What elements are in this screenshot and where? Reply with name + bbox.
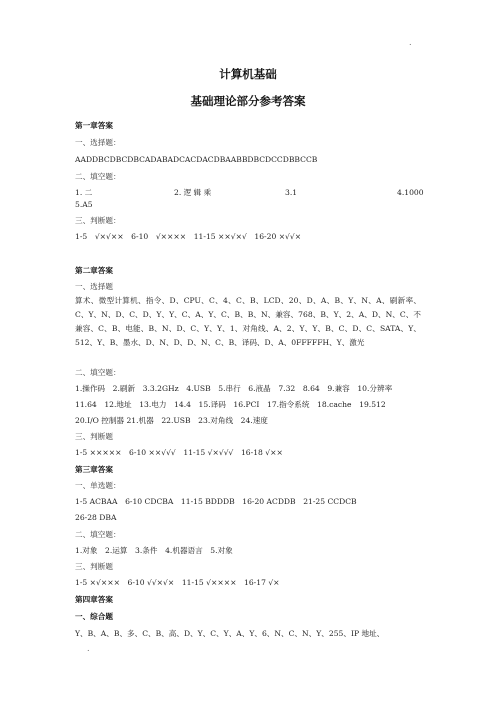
chapter-3-fill-answers: 1.对象 2.运算 3.条件 4.机器语言 5.对象 bbox=[75, 546, 233, 555]
page-subtitle: 基础理论部分参考答案 bbox=[190, 94, 306, 108]
chapter-3-heading: 第三章答案 bbox=[75, 465, 113, 474]
chapter-3-judge-answers: 1-5 ×√××× 6-10 √√×√× 11-15 √×××× 16-17 √× bbox=[75, 578, 280, 587]
fill-answer-4: 4.1000 bbox=[397, 188, 424, 197]
chapter-4-comp-label: 一、综合题 bbox=[75, 612, 113, 621]
chapter-4-heading: 第四章答案 bbox=[75, 595, 113, 604]
footer-dot: . bbox=[87, 644, 90, 653]
fill-answer-1: 1. 二 bbox=[75, 188, 93, 197]
fill-answer-2: 2. 逻 辑 乘 bbox=[174, 188, 212, 197]
chapter-1-judge-answers: 1-5 √×√×× 6-10 √×××× 11-15 ××√×√ 16-20 ×√√× bbox=[75, 232, 302, 241]
chapter-3-choice-line-1: 1-5 ACBAA 6-10 CDCBA 11-15 BDDDB 16-20 ACDDB 21-25 CCDCB bbox=[75, 497, 357, 506]
chapter-1-heading: 第一章答案 bbox=[75, 121, 113, 130]
chapter-1-choice-answers: AADDBCDBCDBCADABADCACDACDBAABBDBCDCCDBBCCB bbox=[75, 155, 318, 164]
chapter-2-fill-line-1: 1.操作码 2.刷新 3.3.2GHz 4.USB 5.串行 6.液晶 7.32 8.64 9.兼容 10.分辨率 bbox=[75, 384, 393, 393]
chapter-2-choice-text: 算术、微型计算机、指令、D、CPU、C、4、C、B、LCD、20、D、A、B、Y、N、A、刷新率、C、Y、N、D、C、D、Y、Y、C、A、Y、C、B、B、N、兼容、768、B、Y、2、A、D、N、C、不兼容、C、B、电能、B、N、D、C、Y、Y、1、对角线、A、2、Y、Y、B、C、D、C、SATA、Y、512、Y、B、墨水、D、N、D、D、N、C、B、译码、D、A、0FFFFFH、Y、激光 bbox=[75, 296, 421, 347]
chapter-3-choice-label: 一、单选题： bbox=[75, 481, 121, 490]
chapter-4-comp-text: Y、B、A、B、多、C、B、高、D、Y、C、Y、A、Y、6、N、C、N、Y、255、IP 地址、 bbox=[75, 629, 385, 638]
chapter-1-choice-label: 一、选择题： bbox=[75, 138, 121, 147]
chapter-1-fill-row bbox=[75, 187, 424, 199]
chapter-2-heading: 第二章答案 bbox=[75, 266, 113, 275]
chapter-3-fill-label: 二、填空题： bbox=[75, 530, 121, 539]
chapter-2-judge-answers: 1-5 ××××× 6-10 ××√√√ 11-15 √×√√√ 16-18 √×× bbox=[75, 448, 283, 457]
page-title: 计算机基础 bbox=[219, 67, 277, 81]
chapter-2-choice-label: 一、选择题 bbox=[75, 282, 113, 291]
chapter-2-fill-label: 二、填空题： bbox=[75, 368, 121, 377]
chapter-3-judge-label: 三、判断题 bbox=[75, 562, 113, 571]
chapter-2-fill-line-2: 11.64 12.地址 13.电力 14.4 15.译码 16.PCI 17.指令系统 18.cache 19.512 bbox=[75, 400, 386, 409]
header-dot: . bbox=[409, 38, 412, 47]
chapter-2-fill-line-3: 20.I/O 控制器 21.机器 22.USB 23.对角线 24.速度 bbox=[75, 416, 268, 425]
chapter-2-judge-label: 三、判断题 bbox=[75, 432, 113, 441]
chapter-1-fill-label: 二、填空题： bbox=[75, 172, 121, 181]
chapter-3-choice-line-2: 26-28 DBA bbox=[75, 513, 117, 522]
chapter-1-fill-answer-5: 5.A5 bbox=[75, 200, 93, 209]
fill-answer-3: 3.1 bbox=[285, 188, 298, 197]
chapter-1-judge-label: 三、判断题： bbox=[75, 216, 121, 225]
